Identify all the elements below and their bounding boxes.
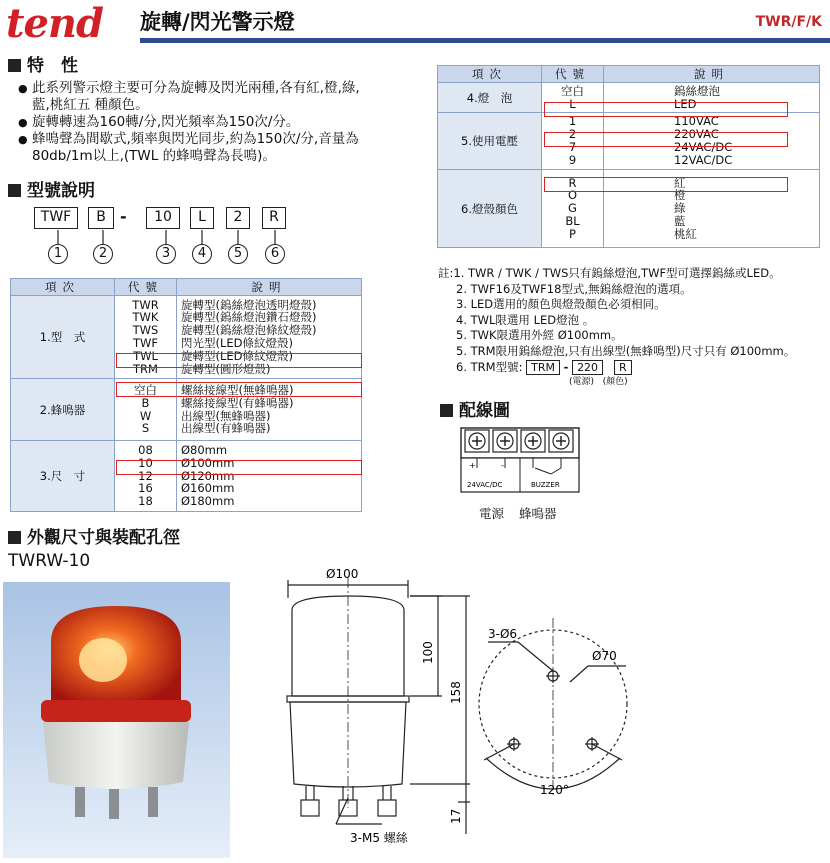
note-item: 3. LED選用的顏色與燈殼顏色必須相同。: [456, 297, 666, 311]
desc-cell: Ø80mm Ø100mm Ø120mm Ø160mm Ø180mm: [177, 441, 362, 512]
trm-part: 220: [572, 360, 603, 375]
note-item: 註:1. TWR / TWK / TWS只有鎢絲燈泡,TWF型可選擇鎢絲或LED。: [438, 266, 781, 280]
svg-text:3-Ø6: 3-Ø6: [488, 627, 518, 641]
product-photo: [3, 582, 230, 858]
model-index: 5: [228, 244, 248, 264]
features-heading: 特 性: [8, 56, 78, 76]
section-square-icon: [8, 184, 21, 197]
row-item: 4.燈 泡: [438, 83, 542, 113]
model-part: 2: [226, 207, 250, 229]
code-cell: 1 2 7 9: [542, 113, 604, 170]
svg-text:+: +: [469, 461, 476, 470]
row-item: 6.燈殼顏色: [438, 170, 542, 248]
section-square-icon: [440, 404, 453, 417]
feature-item: ● 此系列警示燈主要可分為旋轉及閃光兩種,各有紅,橙,綠,藍,桃紅五 種顏色。: [18, 80, 368, 114]
svg-text:24VAC/DC: 24VAC/DC: [467, 481, 503, 489]
section-square-icon: [8, 59, 21, 72]
row-item: 2.蜂鳴器: [11, 379, 115, 441]
feature-item: ● 蜂鳴聲為間歇式,頻率與閃光同步,約為150次/分,音量為80db/1m以上,(TWL 的蜂鳴聲為長鳴)。: [18, 131, 368, 165]
table-row: [11, 441, 362, 512]
code-cell: 空白 L: [542, 83, 604, 113]
col-header: 代號: [542, 66, 604, 83]
svg-text:17: 17: [449, 808, 463, 824]
product-code: TWR/F/K: [755, 14, 822, 30]
table-row: [11, 296, 362, 379]
header-bar: [140, 38, 830, 43]
code-cell: 08 10 12 16 18: [115, 441, 177, 512]
spec-table-left: [10, 278, 362, 512]
table-row: [438, 83, 820, 113]
svg-text:Ø70: Ø70: [592, 649, 617, 663]
table-row: [438, 170, 820, 248]
col-header: 說明: [604, 66, 820, 83]
col-header: 說明: [177, 279, 362, 296]
brand-logo: tend: [6, 0, 103, 47]
table-row: [438, 113, 820, 170]
trm-captions: (電源) (顏色): [569, 376, 628, 387]
dimensions-heading: 外觀尺寸與裝配孔徑: [8, 528, 180, 548]
code-cell: R O G BL P: [542, 170, 604, 248]
model-index: 1: [48, 244, 68, 264]
feature-item: ● 旋轉轉速為160轉/分,閃光頻率為150次/分。: [18, 114, 368, 131]
note-item: 5. TRM限用鎢絲燈泡,只有出線型(無蜂鳴型)尺寸只有 Ø100mm。: [456, 343, 796, 358]
svg-text:158: 158: [449, 681, 463, 704]
wiring-caption: 蜂鳴器: [519, 506, 557, 521]
svg-text:120°: 120°: [540, 783, 569, 797]
dimension-drawing: [270, 558, 650, 858]
section-square-icon: [8, 531, 21, 544]
svg-text:Ø100: Ø100: [326, 567, 359, 581]
svg-text:BUZZER: BUZZER: [531, 481, 560, 489]
model-name: TWRW-10: [8, 551, 91, 571]
model-index: 6: [265, 244, 285, 264]
model-part: L: [190, 207, 214, 229]
desc-cell: 鎢絲燈泡 LED: [604, 83, 820, 113]
svg-text:3-M5 螺絲: 3-M5 螺絲: [350, 831, 408, 845]
model-part: R: [262, 207, 286, 229]
col-header: 項次: [438, 66, 542, 83]
desc-cell: 旋轉型(鎢絲燈泡透明燈殼) 旋轉型(鎢絲燈泡鑽石燈殼) 旋轉型(鎢絲燈泡條紋燈殼) 閃光型(LED條紋燈殼) 旋轉型(LED條紋燈殼) 旋轉型(圓形燈殼): [177, 296, 362, 379]
note-item: 4. TWL限選用 LED燈泡 。: [456, 312, 595, 327]
model-part: 10: [146, 207, 180, 229]
svg-text:100: 100: [421, 641, 435, 664]
svg-text:-: -: [501, 461, 504, 470]
desc-cell: 螺絲接線型(無蜂鳴器) 螺絲接線型(有蜂鳴器) 出線型(無蜂鳴器) 出線型(有蜂鳴器): [177, 379, 362, 441]
model-index: 4: [192, 244, 212, 264]
code-cell: 空白 B W S: [115, 379, 177, 441]
model-index: 3: [156, 244, 176, 264]
trm-part: R: [614, 360, 632, 375]
col-header: 項次: [11, 279, 115, 296]
wiring-diagram: [455, 424, 585, 500]
page-title: 旋轉/閃光警示燈: [140, 10, 295, 34]
model-part: B: [88, 207, 114, 229]
desc-cell: 110VAC 220VAC 24VAC/DC 12VAC/DC: [604, 113, 820, 170]
code-cell: TWR TWK TWS TWF TWL TRM: [115, 296, 177, 379]
desc-cell: 紅 橙 綠 藍 桃紅: [604, 170, 820, 248]
trm-part: TRM: [526, 360, 560, 375]
notes-list: [438, 266, 795, 388]
model-dash: -: [120, 207, 127, 226]
model-index: 2: [93, 244, 113, 264]
model-connector-lines: [0, 228, 300, 246]
spec-table-right: [437, 65, 820, 248]
row-item: 1.型 式: [11, 296, 115, 379]
row-item: 5.使用電壓: [438, 113, 542, 170]
wiring-caption: 電源: [479, 506, 505, 521]
col-header: 代號: [115, 279, 177, 296]
table-row: [11, 379, 362, 441]
wiring-heading: 配線圖: [440, 401, 510, 421]
model-part: TWF: [34, 207, 78, 229]
features-list: [18, 80, 368, 165]
model-heading: 型號說明: [8, 181, 95, 201]
trm-model-note: 6. TRM型號: TRM - 220 R: [438, 360, 795, 376]
note-item: 5. TWK限選用外經 Ø100mm。: [456, 328, 623, 342]
row-item: 3.尺 寸: [11, 441, 115, 512]
note-item: 2. TWF16及TWF18型式,無鎢絲燈泡的選項。: [456, 281, 692, 296]
